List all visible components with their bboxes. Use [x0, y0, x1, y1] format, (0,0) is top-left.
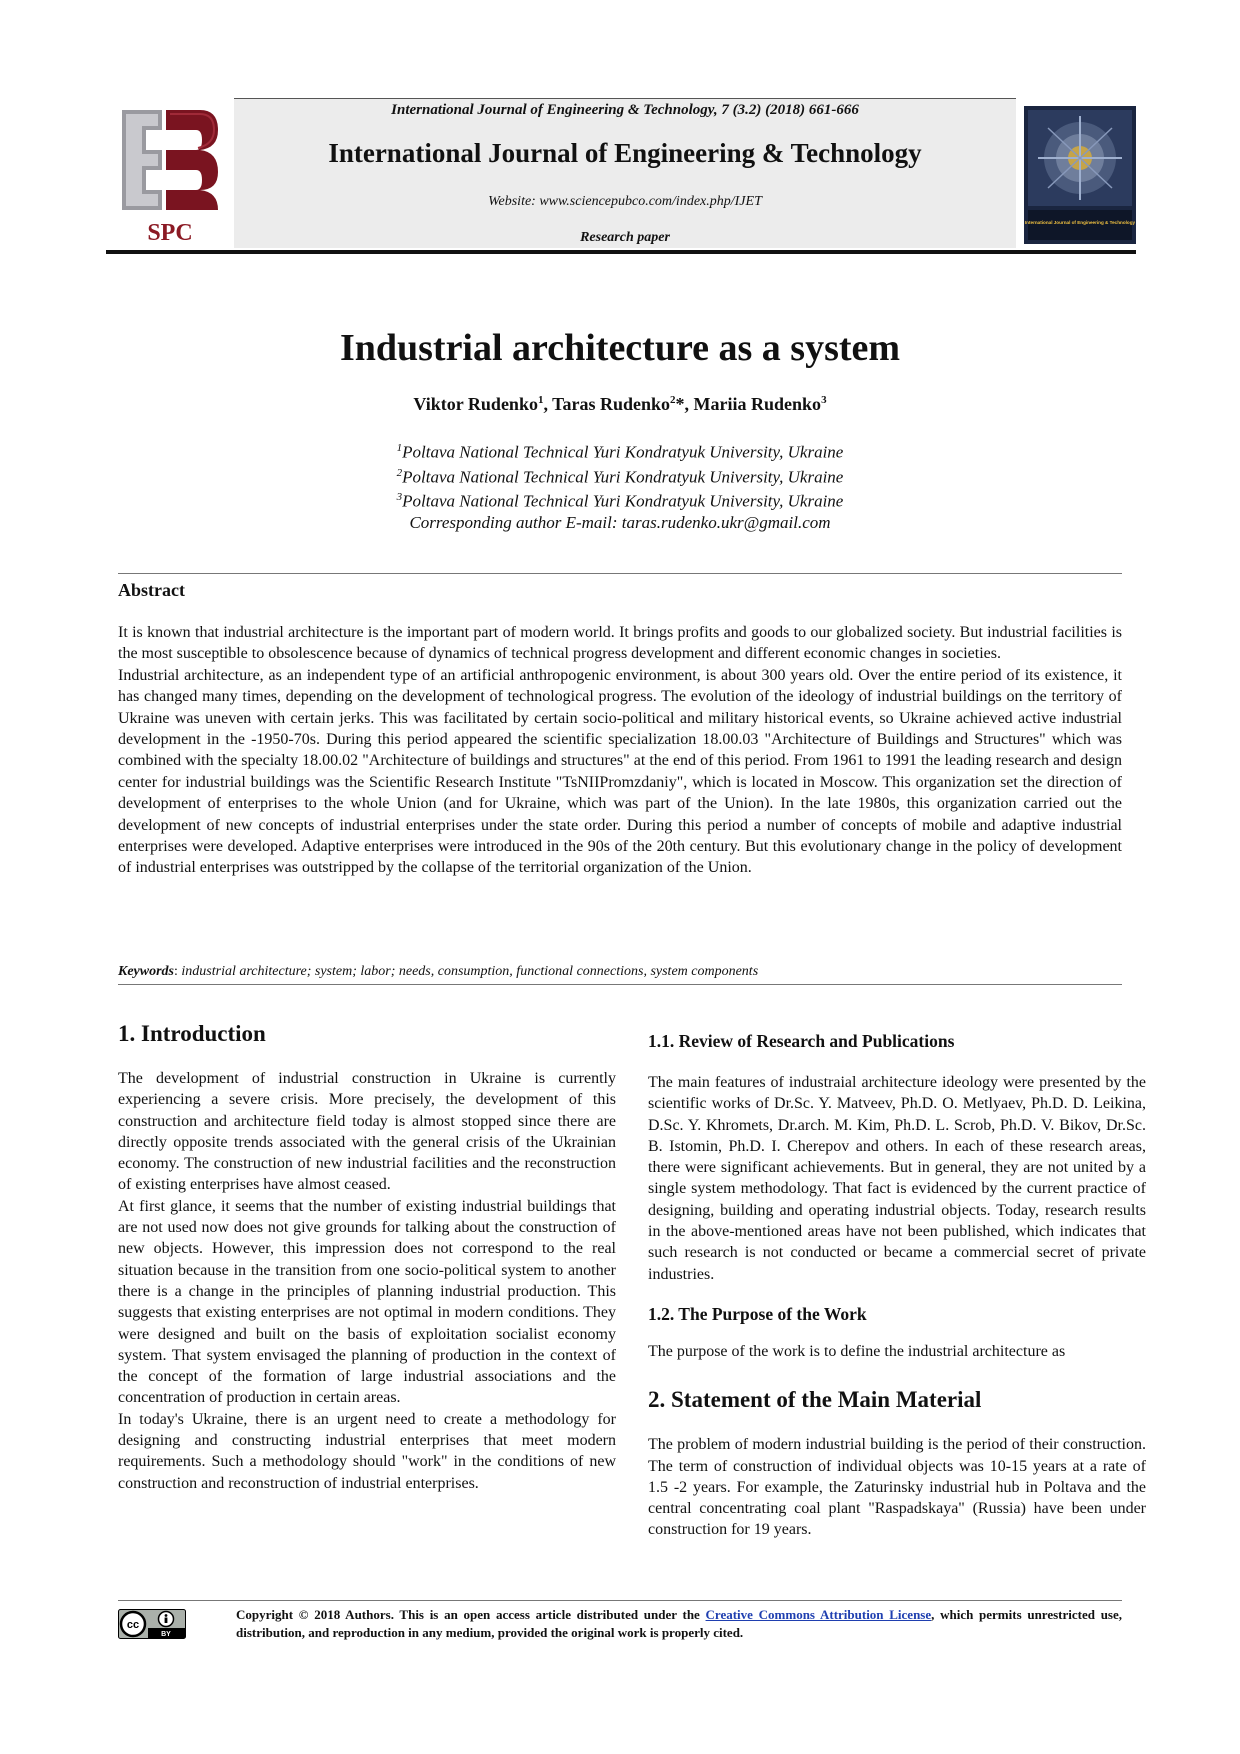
keywords-rule: [118, 984, 1122, 985]
header-rule: [106, 250, 1136, 254]
right-column: [648, 1030, 1146, 1541]
intro-paragraph: The development of industrial construction in Ukraine is currently experiencing a severe crisis. More precisely, the development of this construction and architecture field today is almost stopped since there are directly opposite trends associated with the general crisis of the Ukrainian economy. The construction of new industrial facilities and the reconstruction of existing enterprises have almost ceased.: [118, 1070, 616, 1194]
cc-label: cc: [126, 1619, 140, 1631]
section-heading-statement: 2. Statement of the Main Material: [648, 1387, 982, 1413]
corresponding-author: Corresponding author E-mail: taras.rudenko.ukr@gmail.com: [409, 512, 831, 532]
spc-logo-text: SPC: [147, 220, 193, 246]
keywords: Keywords: industrial architecture; system; labor; needs, consumption, functional connections, system components: [118, 964, 759, 979]
intro-paragraph: In today's Ukraine, there is an urgent need to create a methodology for designing and constructing industrial enterprises that meet modern requirements. Such a methodology should "work" in the conditions of new construction and reconstruction of industrial enterprises.: [118, 1410, 616, 1492]
abstract-top-rule: [118, 573, 1122, 574]
intro-paragraph: At first glance, it seems that the number of existing industrial buildings that are not used now does not give grounds for talking about the construction of new objects. However, this impression does not correspond to the real situation because in the transition from one socio-political system to another there is a change in the principles of planning industrial production. This suggests that existing enterprises are not optimal in modern conditions. They were designed and built on the basis of exploitation socialist economy system. That system envisaged the planning of production in the context of the concept of the formation of large industrial associations and the concentration of production in certain areas.: [118, 1197, 616, 1407]
journal-name: International Journal of Engineering & Technology: [328, 138, 922, 168]
review-paragraph: The main features of industraial architecture ideology were presented by the scientific works of Dr.Sc. Y. Matveev, Ph.D. O. Metlyaev, Ph.D. D. Leikina, D.Sc. Y. Khromets, Dr.arch. M. Kim, Ph.D. L. Scrob, Ph.D. V. Bikov, Dr.Sc. B. Istomin, Ph.D. I. Cherepov and others. In each of these research areas, there were significant achievements. But in general, they are not united by a single system methodology. That fact is evidenced by the current practice of designing, building and operating industrial objects. Today, research results in the above-mentioned areas have not been published, which indicates that such research is not conducted or became a commercial secret of private industries.: [648, 1074, 1146, 1283]
license-link[interactable]: Creative Commons Attribution License: [705, 1607, 932, 1622]
copyright-text-end: , which permits unrestricted use, distribution, and reproduction in any medium, provided the original work is properly cited.: [236, 1607, 1123, 1640]
statement-paragraph: The problem of modern industrial building is the period of their construction. The term of construction of individual objects was 10-15 years at a rate of 1.5 -2 years. For example, the Zaturinsky industrial hub in Poltava and the central concentrating coal plant "Raspadskaya" (Russia) have been under construction for 19 years.: [648, 1436, 1146, 1539]
subsection-heading-review: 1.1. Review of Research and Publications: [648, 1031, 955, 1051]
author-sup: 2: [670, 394, 676, 406]
keywords-value: industrial architecture; system; labor; needs, consumption, functional connections, system components: [181, 964, 759, 979]
abstract-paragraph: It is known that industrial architecture is the important part of modern world. It brings profits and goods to our globalized society. But industrial facilities is the most susceptible to obsolescence because of dynamics of technical progress development and different economic changes in societies.: [118, 624, 1122, 663]
author-separator: *,: [675, 394, 694, 414]
affiliation-text: Poltava National Technical Yuri Kondratyuk University, Ukraine: [402, 467, 844, 487]
footer-rule: [118, 1600, 1122, 1601]
cover-title-text: International Journal of Engineering & Technology: [1024, 220, 1136, 225]
header-top-rule: [234, 98, 1016, 99]
abstract-heading: Abstract: [118, 580, 185, 600]
subsection-heading-purpose: 1.2. The Purpose of the Work: [648, 1303, 867, 1324]
spc-logo-icon: [116, 106, 224, 246]
journal-header: [106, 98, 1136, 254]
section-heading-introduction: 1. Introduction: [118, 1021, 266, 1046]
header-band: [234, 98, 1016, 248]
journal-website: Website: www.sciencepubco.com/index.php/IJET: [488, 194, 762, 209]
author-list: [0, 394, 1240, 415]
affiliation-sup: 2: [396, 466, 403, 479]
affiliation-text: Poltava National Technical Yuri Kondratyuk University, Ukraine: [402, 491, 844, 511]
copyright-text: Copyright © 2018 Authors. This is an open access article distributed under the: [236, 1607, 706, 1622]
abstract-paragraph: Industrial architecture, as an independent type of an artificial anthropogenic environment, is about 300 years old. Over the entire period of its existence, it has changed many times, depending on the development of technological progress. The evolution of the ideology of industrial buildings on the territory of Ukraine was uneven with certain jerks. This was facilitated by certain socio-political and military historical events, so Ukraine achieved active industrial development in the -1950-70s. During this period appeared the scientific specialization 18.00.03 "Architecture of Buildings and Structures" which was combined with the specialty 18.00.02 "Architecture of buildings and structures" at the end of this period. From 1961 to 1991 the leading research and design center for industrial buildings was the Scientific Research Institute "TsNIIPromzdaniy", which is located in Moscow. This organization set the direction of development of enterprises to the whole Union (and for Ukraine, which was part of the Union). In the late 1980s, this organization carried out the development of new concepts of industrial enterprises under the state order. During this period a number of concepts of mobile and adaptive industrial enterprises were developed. Adaptive enterprises were introduced in the 90s of the 20th century. But this evolutionary change in the policy of development of industrial enterprises was outstripped by the collapse of the territorial organization of the Union.: [118, 666, 1122, 877]
left-column: [118, 1020, 616, 1494]
abstract-body: [118, 622, 1122, 879]
journal-cover-image: [1024, 106, 1136, 244]
affiliation-line: [0, 487, 1240, 512]
keywords-label: Keywords: [118, 964, 174, 979]
author-name: Taras Rudenko: [552, 394, 671, 414]
by-label: BY: [161, 1631, 171, 1638]
copyright-notice: [236, 1606, 1122, 1642]
citation-line: International Journal of Engineering & Technology, 7 (3.2) (2018) 661-666: [391, 102, 859, 118]
paper-type: Research paper: [580, 230, 670, 245]
author-separator: ,: [543, 394, 553, 414]
affiliations: [0, 438, 1240, 533]
creative-commons-by-icon: [118, 1609, 186, 1639]
affiliation-line: [0, 438, 1240, 463]
author-sup: 1: [537, 394, 544, 406]
author-sup: 3: [821, 394, 827, 406]
affiliation-text: Poltava National Technical Yuri Kondratyuk University, Ukraine: [402, 442, 844, 462]
paper-title: Industrial architecture as a system: [339, 327, 901, 369]
author-name: Mariia Rudenko: [693, 394, 822, 414]
affiliation-line: [0, 463, 1240, 488]
affiliation-sup: 3: [396, 491, 403, 504]
purpose-paragraph: The purpose of the work is to define the industrial architecture as: [648, 1342, 1066, 1360]
author-name: Viktor Rudenko: [413, 394, 538, 414]
affiliation-sup: 1: [396, 442, 403, 454]
